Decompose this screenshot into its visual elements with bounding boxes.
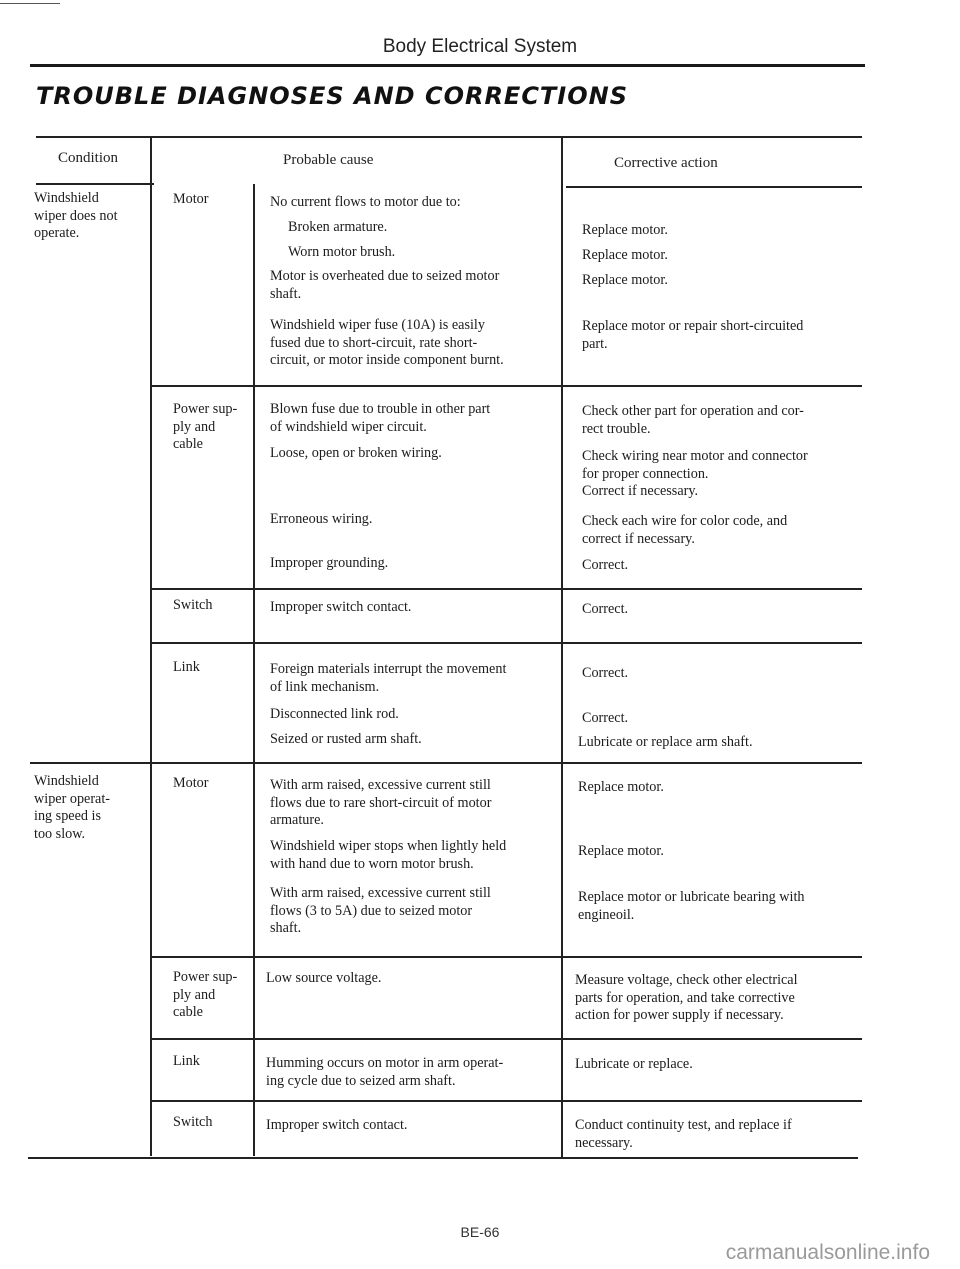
cause-cell: Improper switch contact. [270,599,412,615]
condition-rule [30,762,862,764]
action-cell: Replace motor. [582,247,668,263]
row-rule [150,1038,862,1040]
condition-cell: Windshield wiper operat- ing speed is too slow. [34,773,111,842]
section-header: Body Electrical System [382,36,578,57]
divider-condition [150,137,152,1156]
cause-cell: Motor is overheated due to seized motor shaft. [270,268,500,302]
component-cell: Power sup- ply and cable [173,401,238,452]
cause-cell: No current flows to motor due to: [270,194,461,210]
header-rule-right [566,186,862,188]
action-cell: Replace motor. [578,843,664,859]
component-cell: Switch [173,597,213,613]
condition-cell: Windshield wiper does not operate. [34,190,118,241]
action-cell: Check wiring near motor and connector for proper connection. Correct if necessary. [582,448,808,499]
column-header-condition: Condition [58,150,119,166]
row-rule [150,1100,862,1102]
cause-cell: Loose, open or broken wiring. [270,445,442,461]
action-cell: Conduct continuity test, and replace if necessary. [575,1117,792,1151]
cause-cell: With arm raised, excessive current still flows (3 to 5A) due to seized motor shaft. [270,885,491,936]
cause-cell: Disconnected link rod. [270,706,399,722]
header-rule-left [36,183,154,185]
cause-cell: Blown fuse due to trouble in other part of windshield wiper circuit. [270,401,491,435]
action-cell: Correct. [582,557,629,573]
action-cell: Replace motor. [582,272,668,288]
row-rule [150,956,862,958]
cause-cell: Low source voltage. [266,970,382,986]
table-top-rule [36,136,862,138]
cause-cell: Worn motor brush. [288,244,396,260]
action-cell: Check other part for operation and cor- rect trouble. [582,403,804,437]
cause-cell: Windshield wiper fuse (10A) is easily fused due to short-circuit, rate short- circuit, or motor inside component burnt. [270,317,504,368]
action-cell: Measure voltage, check other electrical parts for operation, and take corrective action for power supply if necessary. [575,972,798,1023]
column-header-action: Corrective action [614,155,718,171]
component-cell: Motor [173,775,209,791]
component-cell: Link [173,1053,200,1069]
action-cell: Lubricate or replace. [575,1056,693,1072]
divider-cause [561,137,563,1159]
divider-component [253,184,255,1156]
row-rule [150,588,862,590]
action-cell: Lubricate or replace arm shaft. [578,734,753,750]
cause-cell: Windshield wiper stops when lightly held with hand due to worn motor brush. [270,838,507,872]
action-cell: Check each wire for color code, and correct if necessary. [582,513,788,547]
scan-mark [0,3,60,4]
cause-cell: Erroneous wiring. [270,511,373,527]
action-cell: Correct. [582,710,629,726]
action-cell: Replace motor. [582,222,668,238]
cause-cell: Improper switch contact. [266,1117,408,1133]
cause-cell: Foreign materials interrupt the movement of link mechanism. [270,661,507,695]
action-cell: Replace motor or repair short-circuited part. [582,318,804,352]
cause-cell: With arm raised, excessive current still flows due to rare short-circuit of motor armature. [270,777,492,828]
cause-cell: Broken armature. [288,219,388,235]
page-title: TROUBLE DIAGNOSES AND CORRECTIONS [36,82,629,110]
action-cell: Correct. [582,601,629,617]
header-rule [30,64,865,67]
table-bottom-rule [28,1157,858,1159]
component-cell: Switch [173,1114,213,1130]
action-cell: Correct. [582,665,629,681]
page-number: BE-66 [460,1224,500,1240]
cause-cell: Humming occurs on motor in arm operat- ing cycle due to seized arm shaft. [266,1055,504,1089]
row-rule [150,642,862,644]
column-header-cause: Probable cause [283,152,374,168]
site-watermark: carmanualsonline.info [725,1241,930,1264]
cause-cell: Seized or rusted arm shaft. [270,731,422,747]
action-cell: Replace motor or lubricate bearing with engineoil. [578,889,805,923]
cause-cell: Improper grounding. [270,555,389,571]
component-cell: Link [173,659,200,675]
component-cell: Motor [173,191,209,207]
action-cell: Replace motor. [578,779,664,795]
row-rule [150,385,862,387]
component-cell: Power sup- ply and cable [173,969,238,1020]
